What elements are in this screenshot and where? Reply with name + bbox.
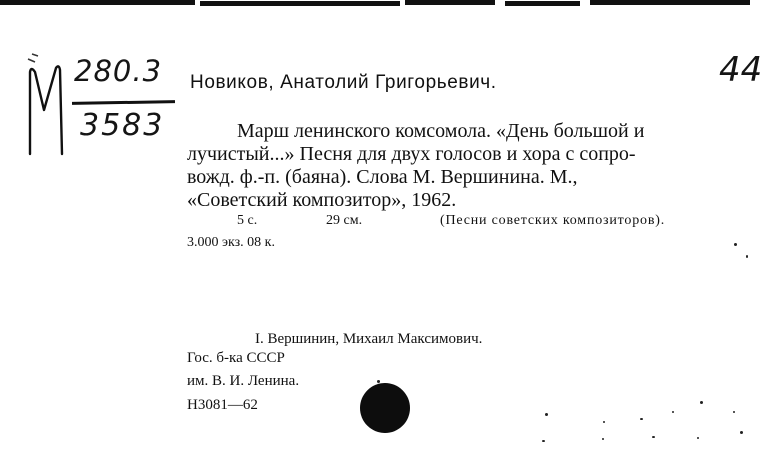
- size: 29 см.: [326, 213, 363, 228]
- shelfmark-top: 280.3: [74, 54, 163, 88]
- description-line-2: лучистый...» Песня для двух голосов и хора с сопро-: [187, 143, 636, 165]
- pages: 5 с.: [237, 213, 258, 228]
- library-line-2: им. В. И. Ленина.: [187, 373, 300, 389]
- accession-number: Н3081—62: [187, 397, 258, 413]
- top-border: [0, 0, 750, 8]
- shelfmark-bottom: 3583: [80, 108, 165, 143]
- description-line-3: вожд. ф.-п. (баяна). Слова М. Вершинина. М.,: [187, 166, 578, 188]
- library-line-1: Гос. б-ка СССР: [187, 350, 285, 366]
- print-run-price: 3.000 экз. 08 к.: [187, 235, 275, 250]
- description-line-1: Марш ленинского комсомола. «День большой и: [237, 120, 645, 142]
- added-entry: I. Вершинин, Михаил Максимович.: [255, 331, 483, 347]
- ink-blot: [360, 383, 410, 433]
- shelfmark-divider: [72, 100, 175, 105]
- description-line-4: «Советский композитор», 1962.: [187, 189, 457, 211]
- series: (Песни советских композиторов).: [440, 213, 665, 228]
- author-heading: Новиков, Анатолий Григорьевич.: [190, 72, 497, 93]
- handwritten-m-mark: [18, 50, 72, 160]
- corner-mark: 44: [719, 50, 762, 90]
